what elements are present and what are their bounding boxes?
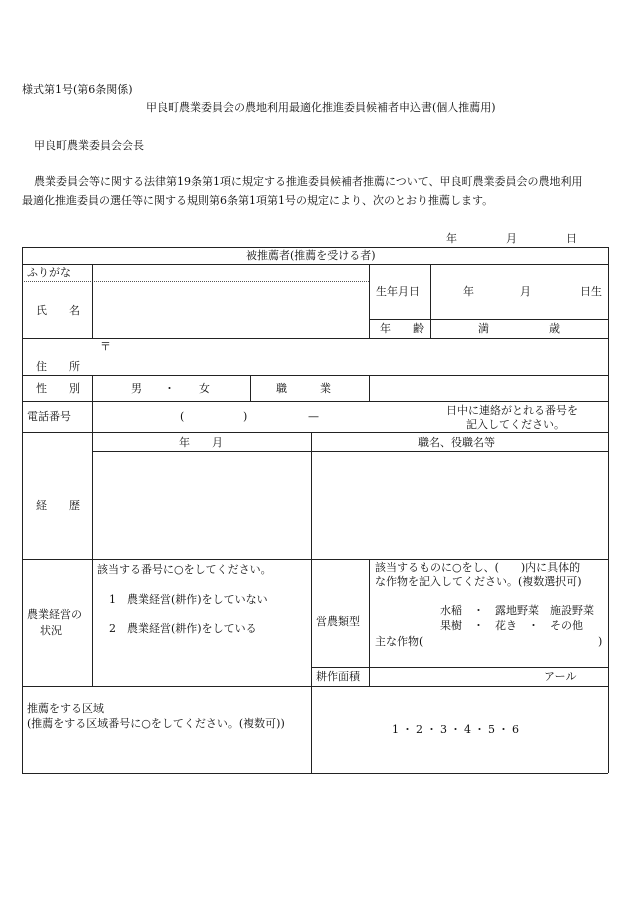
intro-line-2: 最適化推進委員の選任等に関する規則第6条第1項第1号の規定により、次のとおり推薦します。 xyxy=(22,194,494,207)
line xyxy=(22,432,608,433)
area-unit: アール xyxy=(544,670,577,683)
line xyxy=(92,375,93,686)
phone-label: 電話番号 xyxy=(27,410,71,423)
phone-note-1: 日中に連絡がとれる番号を xyxy=(446,404,578,417)
line xyxy=(22,338,608,339)
birth-day: 日生 xyxy=(580,285,602,298)
line xyxy=(430,264,431,338)
career-date-header: 年 月 xyxy=(179,436,223,449)
phone-dash: — xyxy=(308,410,319,423)
age-label: 年 齢 xyxy=(380,322,424,335)
line xyxy=(22,401,608,402)
farm-type-instruction-1: 該当するものに○をし、( )内に具体的 xyxy=(375,561,581,574)
line xyxy=(92,451,608,452)
career-title-header: 職名、役職名等 xyxy=(418,436,495,449)
farm-instruction: 該当する番号に○をしてください。 xyxy=(97,563,272,576)
gender-male[interactable]: 男 xyxy=(131,382,142,395)
occupation-label: 職 業 xyxy=(276,382,331,395)
date-month: 月 xyxy=(506,232,517,245)
line xyxy=(22,375,608,376)
birth-year: 年 xyxy=(463,285,474,298)
line xyxy=(22,559,608,560)
age-prefix: 満 xyxy=(478,322,489,335)
line xyxy=(369,319,608,320)
farm-type-instruction-2: な作物を記入してください。(複数選択可) xyxy=(375,575,582,588)
form-title: 甲良町農業委員会の農地利用最適化推進委員候補者申込書(個人推薦用) xyxy=(146,101,496,114)
age-suffix: 歳 xyxy=(549,322,560,335)
line xyxy=(22,264,608,265)
gender-separator: ・ xyxy=(164,382,175,395)
line xyxy=(311,667,608,668)
addressee: 甲良町農業委員会会長 xyxy=(34,139,144,152)
line xyxy=(22,773,608,774)
birth-month: 月 xyxy=(520,285,531,298)
career-label: 経 歴 xyxy=(36,499,80,512)
birth-date-label: 生年月日 xyxy=(376,285,420,298)
district-label: 推薦をする区域 xyxy=(27,702,104,715)
line xyxy=(22,247,608,248)
furigana-label: ふりがな xyxy=(27,266,71,279)
district-instruction: (推薦をする区域番号に○をしてください。(複数可)) xyxy=(27,717,285,730)
date-year: 年 xyxy=(446,232,457,245)
farm-type-options-row-1[interactable]: 水稲 ・ 露地野菜 施設野菜 xyxy=(440,604,594,617)
area-label: 耕作面積 xyxy=(316,670,360,683)
district-numbers[interactable]: 1・2・3・4・5・6 xyxy=(392,723,522,736)
form-number: 様式第1号(第6条関係) xyxy=(22,83,133,96)
phone-open-paren: ( xyxy=(180,410,185,423)
farm-type-options-row-2[interactable]: 果樹 ・ 花き ・ その他 xyxy=(440,619,583,632)
nominee-header: 被推薦者(推薦を受ける者) xyxy=(246,249,376,262)
address-label: 住 所 xyxy=(36,360,80,373)
name-label: 氏 名 xyxy=(36,304,80,317)
line xyxy=(22,247,23,773)
main-crop-close-paren: ) xyxy=(598,635,603,648)
line xyxy=(311,432,312,773)
gender-label: 性 別 xyxy=(36,382,80,395)
phone-note-2: 記入してください。 xyxy=(466,418,565,431)
intro-line-1: 農業委員会等に関する法律第19条第1項に規定する推進委員候補者推薦について、甲良町農業委員会の農地利用 xyxy=(34,175,583,188)
farm-option-1[interactable]: 1 農業経営(耕作)をしていない xyxy=(109,593,268,606)
farm-status-label-2: 状況 xyxy=(40,624,62,637)
line xyxy=(22,686,608,687)
line xyxy=(369,264,370,338)
line xyxy=(608,247,609,773)
line xyxy=(92,264,93,338)
gender-female[interactable]: 女 xyxy=(199,382,210,395)
line xyxy=(369,375,370,401)
farm-option-2[interactable]: 2 農業経営(耕作)をしている xyxy=(109,622,257,635)
line xyxy=(250,375,251,401)
farm-type-label: 営農類型 xyxy=(316,615,360,628)
date-day: 日 xyxy=(566,232,577,245)
phone-close-paren: ) xyxy=(243,410,248,423)
line xyxy=(22,281,369,282)
main-crop-label: 主な作物( xyxy=(375,635,424,648)
farm-status-label: 農業経営の xyxy=(27,608,82,621)
postal-mark: 〒 xyxy=(100,340,111,353)
line xyxy=(369,559,370,686)
